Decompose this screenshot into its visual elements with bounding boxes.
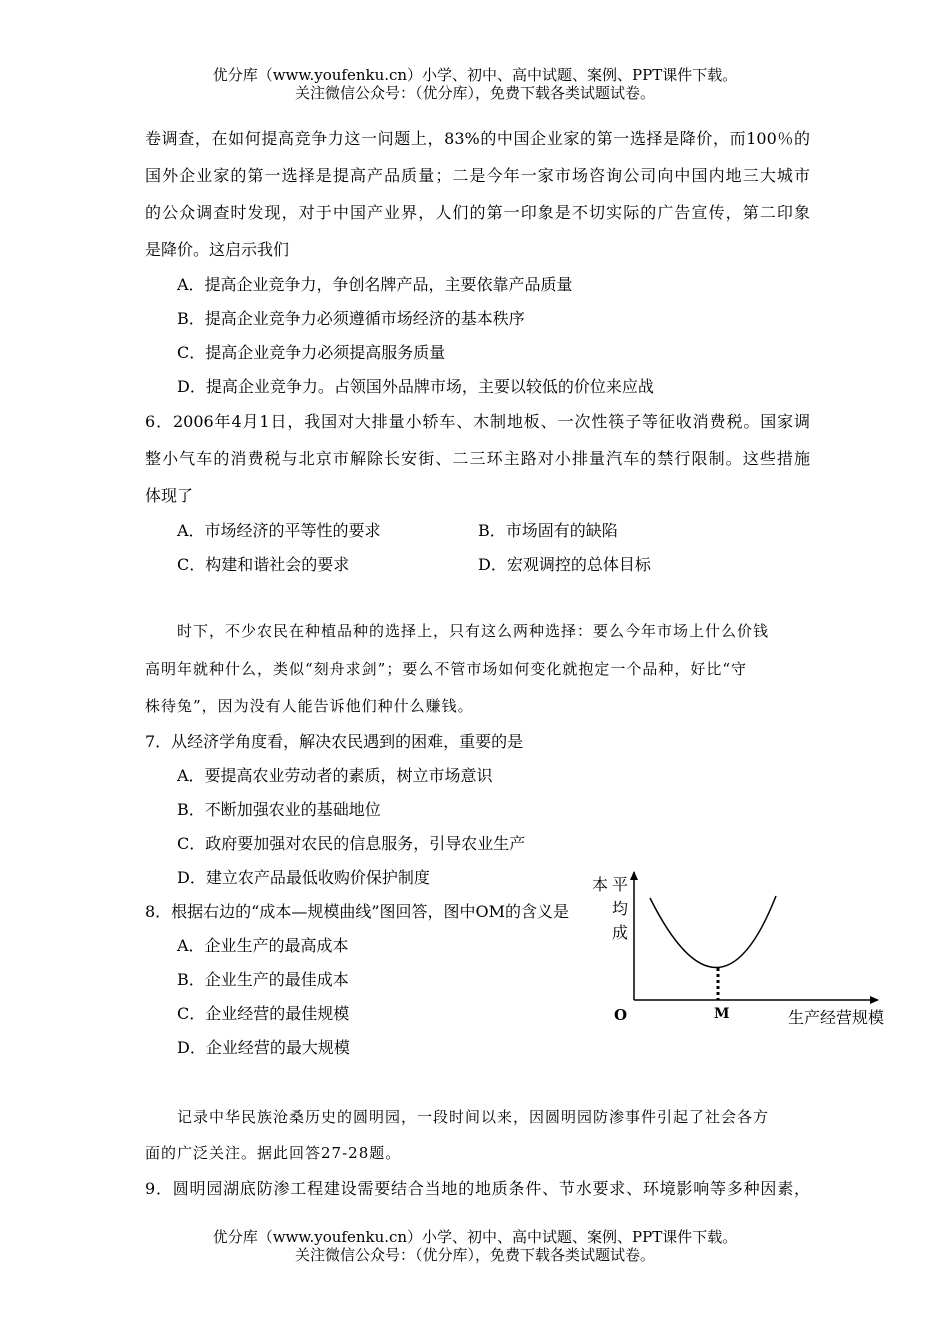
cost-scale-svg [590, 868, 910, 1028]
q8-stem: 8．根据右边的“成本—规模曲线”图回答，图中OM的含义是 [145, 902, 570, 921]
cost-scale-chart [590, 868, 910, 1028]
q5-line-4: 是降价。这启示我们 [145, 240, 290, 259]
q9-stem: 9．圆明园湖底防渗工程建设需要结合当地的地质条件、节水要求、环境影响等多种因素， [145, 1179, 810, 1198]
q8-option-c: C．企业经营的最佳规模 [177, 1004, 350, 1023]
q5-line-1: 卷调查，在如何提高竞争力这一问题上，83%的中国企业家的第一选择是降价，而100％的 [145, 129, 810, 148]
q5-option-c: C．提高企业竞争力必须提高服务质量 [177, 343, 446, 362]
q6-option-a: A．市场经济的平等性的要求 [177, 521, 381, 540]
passage2-line-1: 记录中华民族沧桑历史的圆明园，一段时间以来，因圆明园防渗事件引起了社会各方 [177, 1108, 770, 1126]
q8-option-b: B．企业生产的最佳成本 [177, 970, 349, 989]
header-line-2: 关注微信公众号：（优分库），免费下载各类试题试卷。 [294, 84, 655, 102]
m-label: M [714, 1006, 730, 1022]
x-axis-label: 生产经营规模 [788, 1008, 885, 1027]
passage1-line-2: 高明年就种什么，类似“刻舟求剑”；要么不管市场如何变化就抱定一个品种，好比“守 [145, 660, 748, 678]
q7-stem: 7．从经济学角度看，解决农民遇到的困难，重要的是 [145, 732, 524, 751]
y-label-char-3: 成 [612, 923, 629, 942]
footer-line-2: 关注微信公众号：（优分库），免费下载各类试题试卷。 [294, 1246, 655, 1264]
q6-option-c: C．构建和谐社会的要求 [177, 555, 350, 574]
q6-line-1: 6．2006年4月1日，我国对大排量小轿车、木制地板、一次性筷子等征收消费税。国家调 [145, 412, 810, 431]
q6-line-3: 体现了 [145, 486, 194, 505]
footer-line-1: 优分库（www.youfenku.cn）小学、初中、高中试题、案例、PPT课件下载。 [212, 1228, 738, 1246]
q7-option-a: A．要提高农业劳动者的素质，树立市场意识 [177, 766, 493, 785]
q8-option-a: A．企业生产的最高成本 [177, 936, 349, 955]
q5-option-d: D．提高企业竞争力。占领国外品牌市场，主要以较低的价位来应战 [177, 377, 654, 396]
y-label-char-4: 本 [592, 875, 609, 894]
q7-option-d: D．建立农产品最低收购价保护制度 [177, 868, 430, 887]
origin-label: O [614, 1006, 628, 1024]
y-label-char-1: 平 [612, 875, 629, 894]
q5-line-3: 的公众调查时发现，对于中国产业界，人们的第一印象是不切实际的广告宣传，第二印象 [145, 203, 810, 222]
q5-line-2: 国外企业家的第一选择是提高产品质量；二是今年一家市场咨询公司向中国内地三大城市 [145, 166, 810, 185]
q6-option-b: B．市场固有的缺陷 [478, 521, 618, 540]
q6-option-d: D．宏观调控的总体目标 [478, 555, 651, 574]
q5-option-a: A．提高企业竞争力，争创名牌产品，主要依靠产品质量 [177, 275, 573, 294]
header-line-1: 优分库（www.youfenku.cn）小学、初中、高中试题、案例、PPT课件下载。 [212, 66, 738, 84]
y-label-char-2: 均 [612, 899, 629, 918]
q5-option-b: B．提高企业竞争力必须遵循市场经济的基本秩序 [177, 309, 525, 328]
q7-option-b: B．不断加强农业的基础地位 [177, 800, 381, 819]
passage2-line-2: 面的广泛关注。据此回答27-28题。 [145, 1144, 402, 1162]
passage1-line-3: 株待兔”，因为没有人能告诉他们种什么赚钱。 [145, 697, 474, 715]
passage1-line-1: 时下，不少农民在种植品种的选择上，只有这么两种选择：要么今年市场上什么价钱 [177, 622, 770, 640]
q8-option-d: D．企业经营的最大规模 [177, 1038, 350, 1057]
cost-curve [650, 896, 776, 968]
q7-option-c: C．政府要加强对农民的信息服务，引导农业生产 [177, 834, 526, 853]
q6-line-2: 整小气车的消费税与北京市解除长安街、二三环主路对小排量汽车的禁行限制。这些措施 [145, 449, 810, 468]
